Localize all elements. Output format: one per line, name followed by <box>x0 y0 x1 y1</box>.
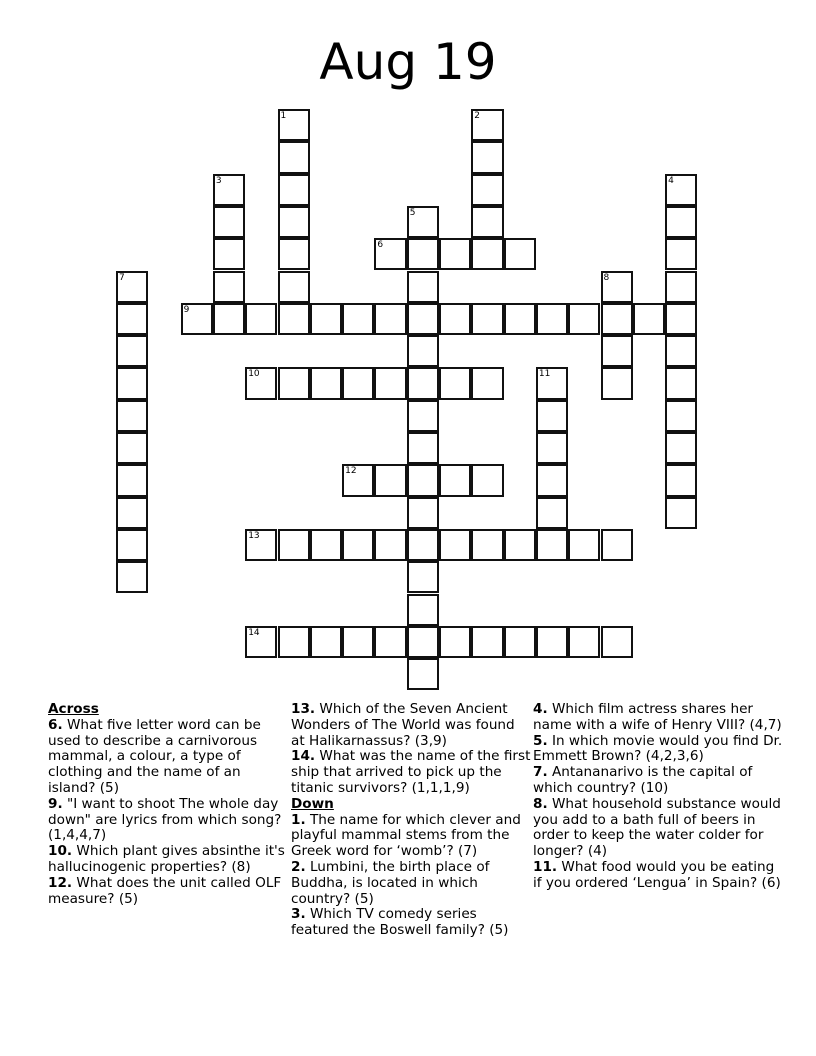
grid-cell[interactable] <box>536 400 568 432</box>
grid-cell[interactable] <box>116 335 148 367</box>
grid-cell[interactable] <box>245 626 277 658</box>
grid-cell[interactable] <box>504 626 536 658</box>
grid-cell[interactable] <box>407 561 439 593</box>
cell-number: 10 <box>248 369 260 380</box>
cell-number: 12 <box>345 466 357 477</box>
clue-down-3 <box>291 907 531 939</box>
clue-across-10 <box>48 844 288 876</box>
grid-cell[interactable] <box>471 109 503 141</box>
grid-cell[interactable] <box>536 626 568 658</box>
clue-number: 4. <box>533 701 548 717</box>
grid-cell[interactable] <box>245 303 277 335</box>
grid-cell[interactable] <box>116 400 148 432</box>
clue-across-6 <box>48 718 288 797</box>
clue-across-13 <box>291 702 531 749</box>
grid-cell[interactable] <box>471 529 503 561</box>
clue-text: What household substance would you add to a bath full of beers in order to keep the water colder for longer? (4) <box>533 795 781 860</box>
clues-column-3 <box>533 702 783 892</box>
grid-cell[interactable] <box>278 238 310 270</box>
grid-cell[interactable] <box>245 529 277 561</box>
grid-cell[interactable] <box>665 497 697 529</box>
cell-number: 11 <box>538 369 551 380</box>
grid-cell[interactable] <box>310 529 342 561</box>
grid-cell[interactable] <box>665 303 697 335</box>
clue-down-1 <box>291 813 531 860</box>
grid-cell[interactable] <box>278 141 310 173</box>
clues-column-1 <box>48 702 288 907</box>
page-title: Aug 19 <box>319 33 497 91</box>
clues-column-2 <box>291 702 531 939</box>
grid-cell[interactable] <box>213 238 245 270</box>
clue-text: What food would you be eating if you ordered ‘Lengua’ in Spain? (6) <box>533 858 781 891</box>
clue-across-14 <box>291 749 531 796</box>
clue-text: In which movie would you find Dr. Emmett Brown? (4,2,3,6) <box>533 732 783 765</box>
cell-number: 1 <box>280 111 287 121</box>
grid-cell[interactable] <box>407 238 439 270</box>
grid-cell[interactable] <box>374 303 406 335</box>
grid-cell[interactable] <box>504 529 536 561</box>
grid-cell[interactable] <box>471 367 503 399</box>
clue-number: 13. <box>291 701 316 717</box>
clue-number: 12. <box>48 874 73 891</box>
clue-number: 5. <box>533 732 548 749</box>
grid-cell[interactable] <box>665 271 697 303</box>
grid-cell[interactable] <box>407 432 439 464</box>
clue-number: 8. <box>533 795 548 812</box>
grid-cell[interactable] <box>181 303 213 335</box>
clue-down-7 <box>533 765 783 797</box>
grid-cell[interactable] <box>665 367 697 399</box>
grid-cell[interactable] <box>213 206 245 238</box>
clue-text: What five letter word can be used to describe a carnivorous mammal, a colour, a type of clothing and the name of an island? (5) <box>48 716 261 796</box>
clue-text: "I want to shoot The whole day down" are lyrics from which song? (1,4,4,7) <box>48 795 282 844</box>
grid-cell[interactable] <box>471 303 503 335</box>
grid-cell[interactable] <box>116 529 148 561</box>
grid-cell[interactable] <box>407 271 439 303</box>
grid-cell[interactable] <box>665 238 697 270</box>
grid-cell[interactable] <box>504 238 536 270</box>
grid-cell[interactable] <box>536 464 568 496</box>
grid-cell[interactable] <box>536 497 568 529</box>
grid-cell[interactable] <box>116 464 148 496</box>
grid-cell[interactable] <box>536 529 568 561</box>
grid-cell[interactable] <box>310 303 342 335</box>
grid-cell[interactable] <box>278 206 310 238</box>
grid-cell[interactable] <box>407 206 439 238</box>
grid-cell[interactable] <box>116 271 148 303</box>
grid-cell[interactable] <box>665 432 697 464</box>
grid-cell[interactable] <box>342 464 374 496</box>
grid-cell[interactable] <box>116 432 148 464</box>
grid-cell[interactable] <box>633 303 665 335</box>
grid-cell[interactable] <box>439 626 471 658</box>
clue-across-9 <box>48 797 288 844</box>
clue-text: What was the name of the first ship that arrived to pick up the titanic survivors? (1,1,1,9) <box>291 748 531 796</box>
grid-cell[interactable] <box>213 303 245 335</box>
clue-down-2 <box>291 860 531 907</box>
cell-number: 2 <box>474 111 481 121</box>
grid-cell[interactable] <box>342 626 374 658</box>
grid-cell[interactable] <box>278 367 310 399</box>
clue-text: Antananarivo is the capital of which country? (10) <box>533 764 753 796</box>
clue-text: Which plant gives absinthe it's hallucinogenic properties? (8) <box>48 843 285 875</box>
clue-number: 10. <box>48 843 73 860</box>
cell-number: 14 <box>248 627 260 638</box>
grid-cell[interactable] <box>374 367 406 399</box>
grid-cell[interactable] <box>342 303 374 335</box>
grid-cell[interactable] <box>407 464 439 496</box>
grid-cell[interactable] <box>213 174 245 206</box>
grid-cell[interactable] <box>310 367 342 399</box>
across-heading: Across <box>48 701 99 717</box>
clue-text: Which TV comedy series featured the Boswell family? (5) <box>291 906 509 939</box>
down-heading: Down <box>291 795 334 812</box>
grid-cell[interactable] <box>536 367 568 399</box>
grid-cell[interactable] <box>374 626 406 658</box>
clue-text: Which film actress shares her name with a wife of Henry VIII? (4,7) <box>533 701 782 733</box>
clue-number: 7. <box>533 764 548 781</box>
grid-cell[interactable] <box>278 529 310 561</box>
grid-cell[interactable] <box>601 303 633 335</box>
grid-cell[interactable] <box>504 303 536 335</box>
clue-number: 2. <box>291 858 306 875</box>
clue-across-12 <box>48 876 288 908</box>
grid-cell[interactable] <box>278 174 310 206</box>
cell-number: 7 <box>119 272 125 283</box>
grid-cell[interactable] <box>278 626 310 658</box>
grid-cell[interactable] <box>439 367 471 399</box>
grid-cell[interactable] <box>116 303 148 335</box>
grid-cell[interactable] <box>536 303 568 335</box>
grid-cell[interactable] <box>665 464 697 496</box>
clue-text: Which of the Seven Ancient Wonders of The World was found at Halikarnassus? (3,9) <box>291 701 515 749</box>
grid-cell[interactable] <box>407 335 439 367</box>
cell-number: 6 <box>377 240 384 251</box>
grid-cell[interactable] <box>601 529 633 561</box>
crossword-grid <box>117 110 717 710</box>
grid-cell[interactable] <box>245 367 277 399</box>
clue-text: The name for which clever and playful mammal stems from the Greek word for ‘womb’? (7) <box>291 811 521 860</box>
grid-cell[interactable] <box>439 238 471 270</box>
cell-number: 13 <box>248 530 260 541</box>
grid-cell[interactable] <box>407 626 439 658</box>
clue-number: 9. <box>48 795 63 812</box>
grid-cell[interactable] <box>601 271 633 303</box>
cell-number: 8 <box>603 272 610 283</box>
grid-cell[interactable] <box>374 529 406 561</box>
grid-cell[interactable] <box>116 497 148 529</box>
grid-cell[interactable] <box>116 367 148 399</box>
grid-cell[interactable] <box>536 432 568 464</box>
grid-cell[interactable] <box>116 561 148 593</box>
grid-cell[interactable] <box>439 303 471 335</box>
grid-cell[interactable] <box>407 303 439 335</box>
grid-cell[interactable] <box>601 335 633 367</box>
grid-cell[interactable] <box>665 174 697 206</box>
grid-cell[interactable] <box>374 464 406 496</box>
clue-text: What does the unit called OLF measure? (5) <box>48 874 282 907</box>
clue-down-8 <box>533 797 783 860</box>
grid-cell[interactable] <box>439 529 471 561</box>
grid-cell[interactable] <box>310 626 342 658</box>
clue-number: 1. <box>291 811 306 828</box>
grid-cell[interactable] <box>568 529 600 561</box>
clue-number: 6. <box>48 716 63 733</box>
grid-cell[interactable] <box>471 464 503 496</box>
clue-number: 11. <box>533 858 558 875</box>
grid-cell[interactable] <box>342 367 374 399</box>
grid-cell[interactable] <box>407 400 439 432</box>
clue-text: Lumbini, the birth place of Buddha, is located in which country? (5) <box>291 858 490 907</box>
grid-cell[interactable] <box>665 335 697 367</box>
cell-number: 9 <box>183 304 190 315</box>
grid-cell[interactable] <box>342 529 374 561</box>
grid-cell[interactable] <box>278 303 310 335</box>
clue-down-5 <box>533 734 783 766</box>
grid-cell[interactable] <box>601 367 633 399</box>
grid-cell[interactable] <box>601 626 633 658</box>
grid-cell[interactable] <box>568 303 600 335</box>
grid-cell[interactable] <box>471 238 503 270</box>
grid-cell[interactable] <box>407 529 439 561</box>
grid-cell[interactable] <box>471 626 503 658</box>
clue-down-11 <box>533 860 783 892</box>
grid-cell[interactable] <box>471 141 503 173</box>
cell-number: 4 <box>668 175 674 186</box>
grid-cell[interactable] <box>278 109 310 141</box>
grid-cell[interactable] <box>278 271 310 303</box>
grid-cell[interactable] <box>407 658 439 690</box>
clue-number: 3. <box>291 906 306 923</box>
grid-cell[interactable] <box>665 400 697 432</box>
cell-number: 3 <box>215 175 222 186</box>
cell-number: 5 <box>409 207 416 218</box>
grid-cell[interactable] <box>374 238 406 270</box>
grid-cell[interactable] <box>407 594 439 626</box>
grid-cell[interactable] <box>568 626 600 658</box>
grid-cell[interactable] <box>407 367 439 399</box>
clue-down-4 <box>533 702 783 734</box>
grid-cell[interactable] <box>471 206 503 238</box>
grid-cell[interactable] <box>213 271 245 303</box>
grid-cell[interactable] <box>439 464 471 496</box>
grid-cell[interactable] <box>407 497 439 529</box>
grid-cell[interactable] <box>665 206 697 238</box>
grid-cell[interactable] <box>471 174 503 206</box>
clue-number: 14. <box>291 748 316 765</box>
